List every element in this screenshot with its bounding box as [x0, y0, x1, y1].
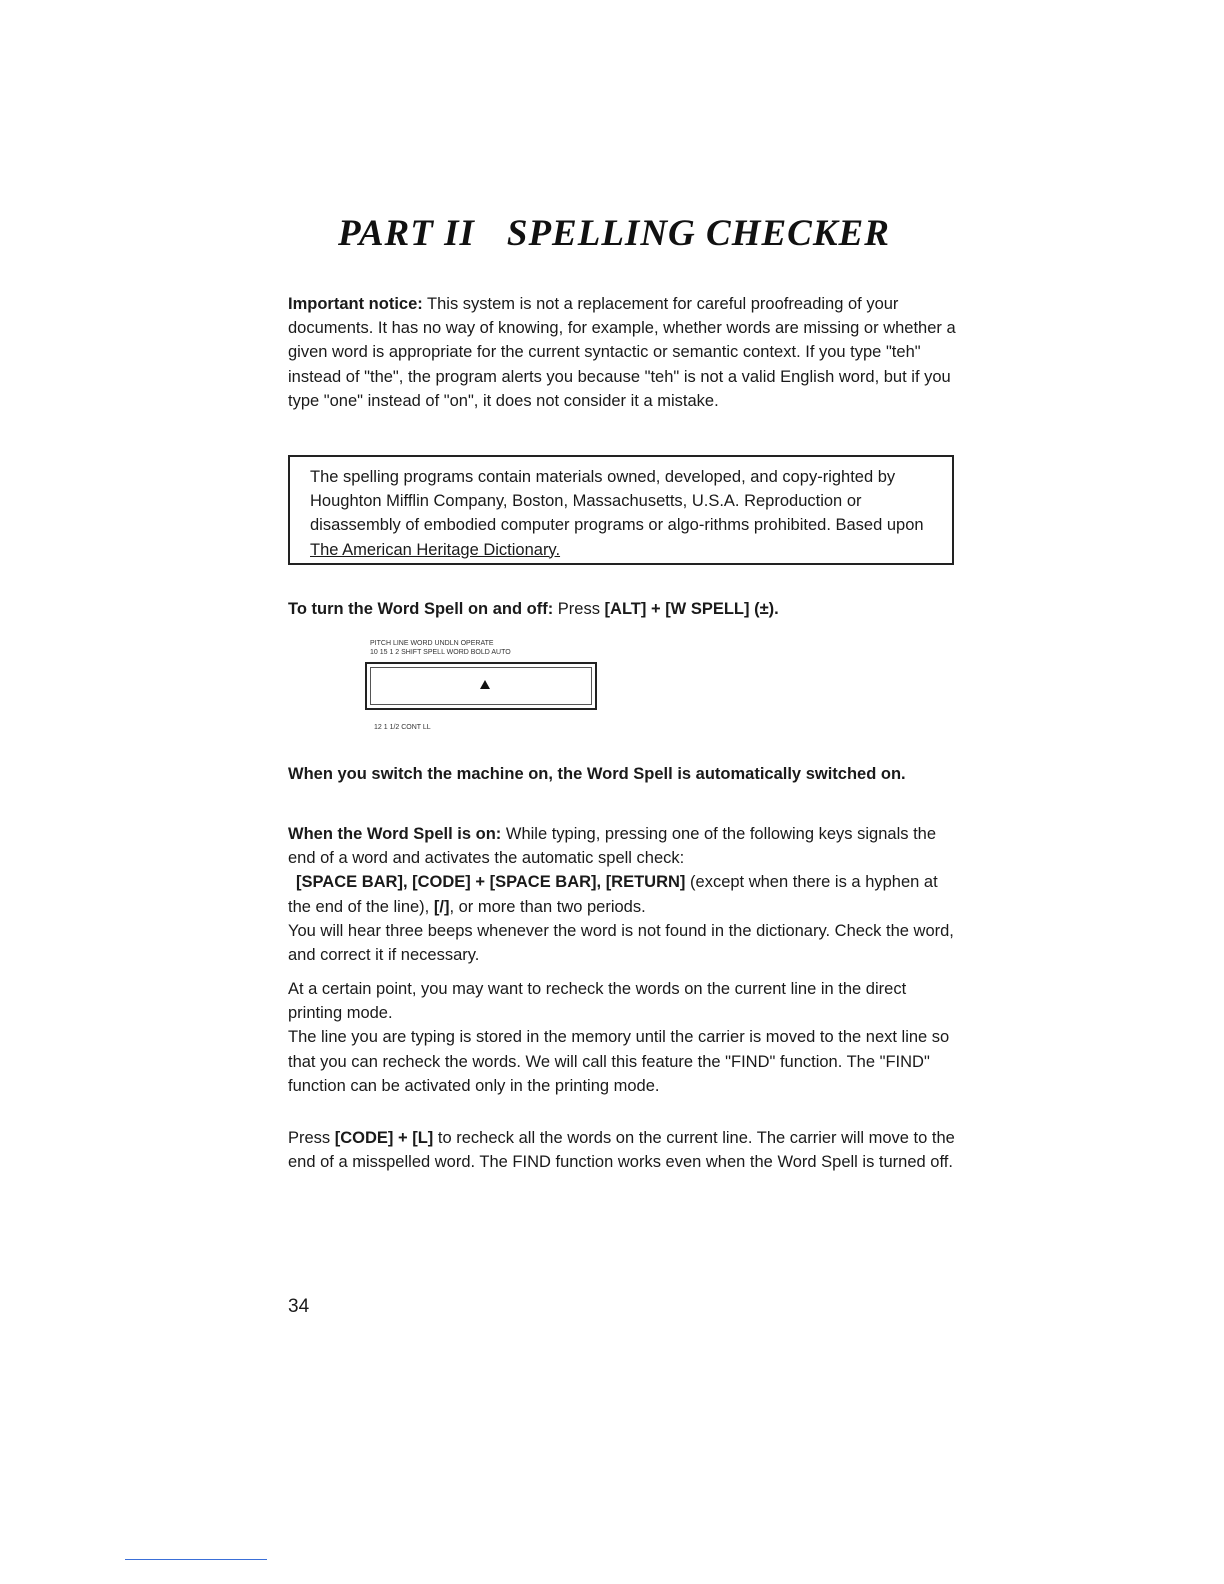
auto-on-heading: When you switch the machine on, the Word Spell is automatically switched on. — [288, 765, 906, 783]
notice-label: Important notice: — [288, 295, 423, 313]
indicator-bottom-labels: 12 1 1/2 CONT LL — [374, 724, 431, 731]
slash-key: [/] — [433, 897, 450, 916]
toggle-keys: [ALT] + [W SPELL] (±). — [604, 600, 779, 618]
page-title — [338, 212, 938, 255]
when-on-label: When the Word Spell is on: — [288, 825, 502, 843]
when-on-paragraph — [288, 822, 958, 967]
toggle-instruction — [288, 597, 958, 621]
when-on-keys: [SPACE BAR], [CODE] + [SPACE BAR], [RETURN] — [296, 873, 686, 892]
when-on-text2: (except when there is a hyphen at the end of the line), — [288, 873, 938, 916]
when-on-text3: , or more than two periods. — [449, 897, 646, 916]
when-on-text4: You will hear three beeps whenever the word is not found in the dictionary. Check the word, and correct it if necessary. — [288, 921, 954, 965]
toggle-press: Press — [553, 600, 605, 618]
important-notice — [288, 292, 958, 413]
indicator-top-labels: PITCH LINE WORD UNDLN OPERATE — [370, 640, 494, 647]
find-text: to recheck all the words on the current line. The carrier will move to the end of a misspelled word. The FIND function works even when the Word Spell is turned off. — [288, 1129, 955, 1172]
find-keys: [CODE] + [L] — [334, 1129, 434, 1147]
part-label: PART II — [338, 213, 475, 254]
find-paragraph — [288, 1126, 958, 1174]
when-on-text1: While typing, pressing one of the following keys signals the end of a word and activates the automatic spell check: — [288, 825, 937, 868]
footnote-rule — [125, 1559, 267, 1560]
recheck-paragraph — [288, 977, 958, 1098]
dictionary-title: The American Heritage Dictionary. — [310, 540, 561, 559]
notice-text: This system is not a replacement for careful proofreading of your documents. It has no way of knowing, for example, whether words are missing or whether a given word is appropriate for the current syntactic or semantic context. If you type "teh" instead of "the", the program alerts you because "teh" is not a valid English word, but if you type "one" instead of "on", it does not consider it a mistake. — [288, 295, 956, 410]
copyright-box — [288, 455, 954, 565]
indicator-top-sublabels: 10 15 1 2 SHIFT SPELL WORD BOLD AUTO — [370, 649, 511, 656]
copyright-text: The spelling programs contain materials owned, developed, and copy-righted by Houghton Mifflin Company, Boston, Massachusetts, U.S.A. Reproduction or disassembly of embodied computer programs or algo-rithms prohibited. Based upon — [310, 468, 924, 535]
find-press: Press — [288, 1129, 335, 1147]
cursor-arrow-icon — [480, 680, 490, 689]
recheck-text1: At a certain point, you may want to recheck the words on the current line in the direct printing mode. — [288, 980, 907, 1023]
indicator-display — [360, 638, 600, 738]
page-number: 34 — [288, 1296, 310, 1317]
recheck-text2: The line you are typing is stored in the memory until the carrier is moved to the next line so that you can recheck the words. We will call this feature the "FIND" function. The "FIND" function can be activated only in the printing mode. — [288, 1028, 950, 1095]
section-name: SPELLING CHECKER — [506, 213, 890, 254]
toggle-label: To turn the Word Spell on and off: — [288, 600, 554, 618]
indicator-window — [365, 662, 597, 710]
